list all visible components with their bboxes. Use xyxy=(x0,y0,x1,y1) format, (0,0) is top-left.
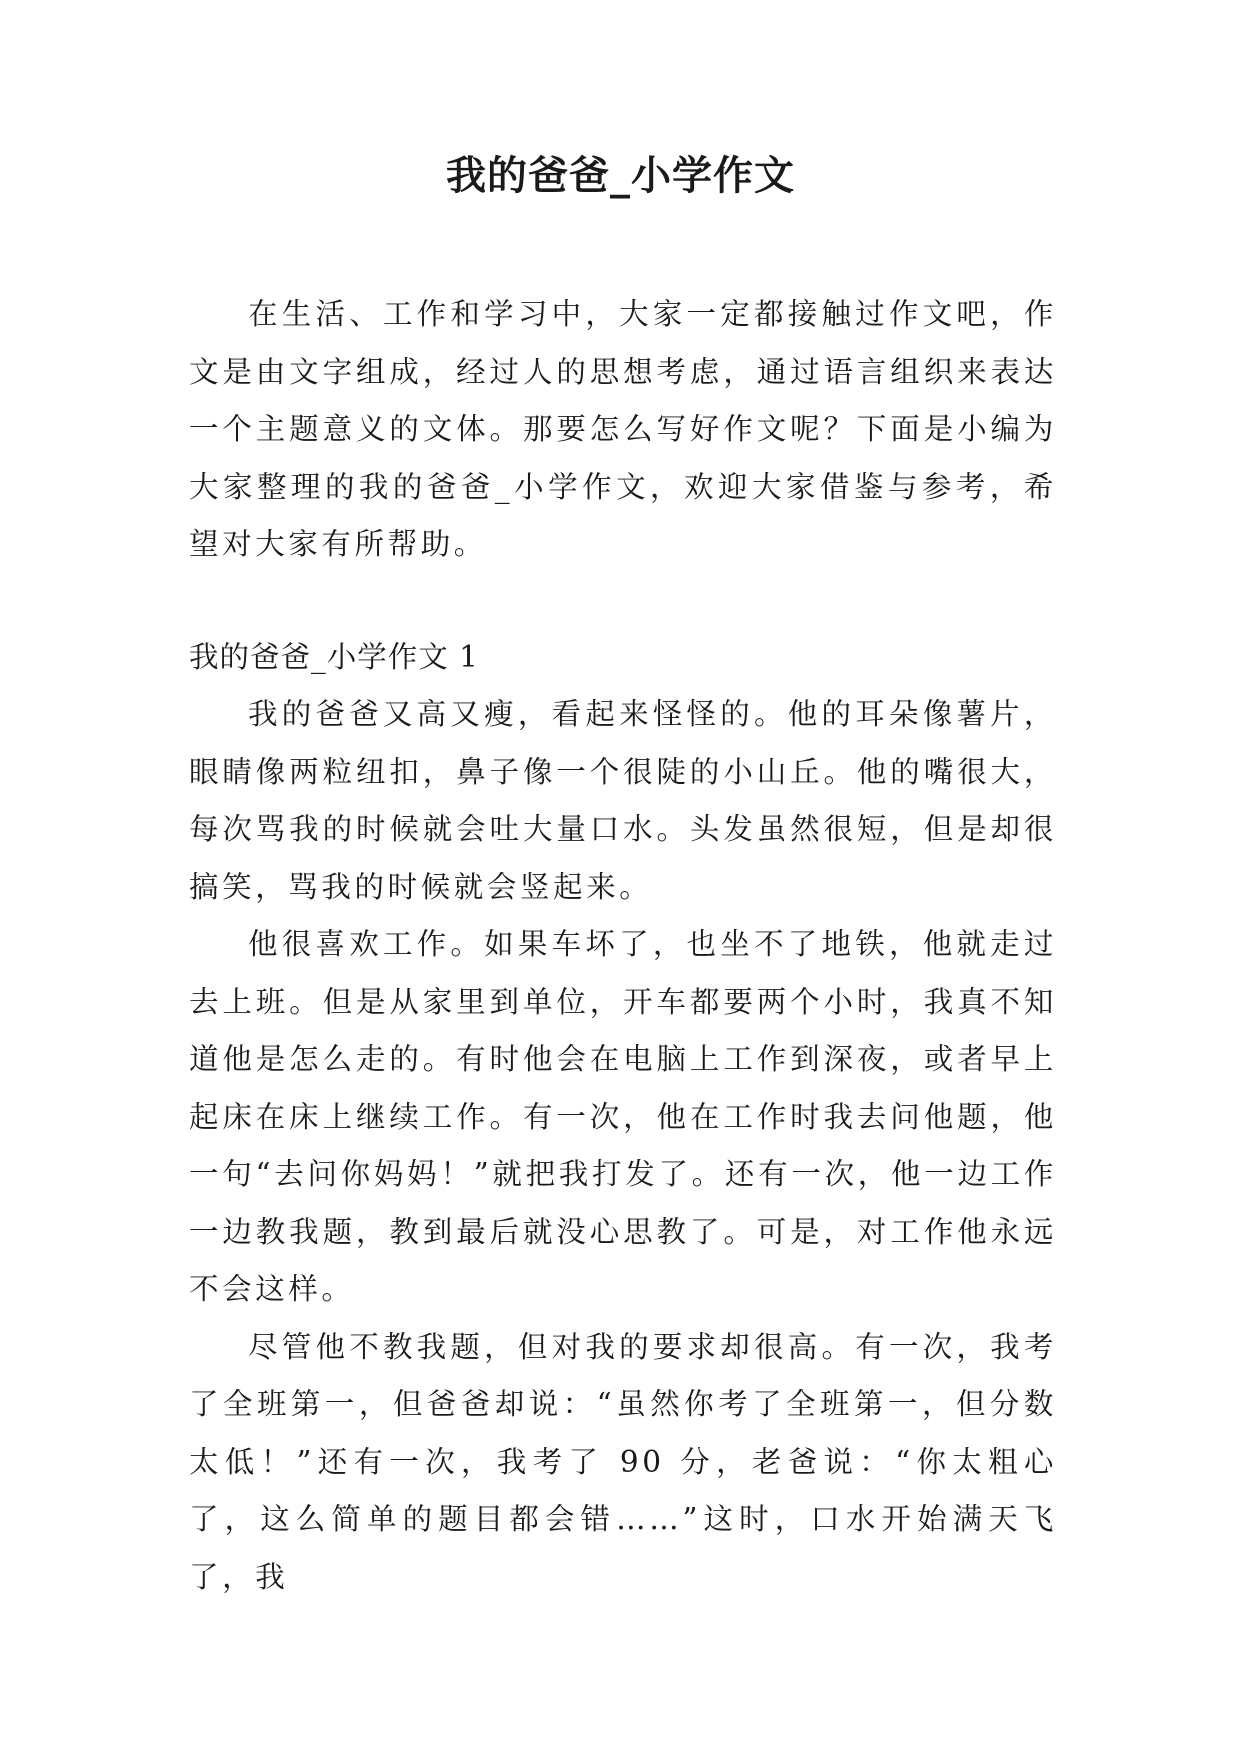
document-body xyxy=(189,286,1057,1606)
section-heading: 我的爸爸_小学作文 1 xyxy=(189,639,479,674)
intro-paragraph: 在生活、工作和学习中，大家一定都接触过作文吧，作文是由文字组成，经过人的思想考虑，通过语言组织来表达一个主题意义的文体。那要怎么写好作文呢？下面是小编为大家整理的我的爸爸_小学作文，欢迎大家借鉴与参考，希望对大家有所帮助。 xyxy=(189,297,1057,561)
body-paragraph: 我的爸爸又高又瘦，看起来怪怪的。他的耳朵像薯片，眼睛像两粒纽扣，鼻子像一个很陡的小山丘。他的嘴很大，每次骂我的时候就会吐大量口水。头发虽然很短，但是却很搞笑，骂我的时候就会竖起来。 xyxy=(189,697,1057,904)
body-paragraph: 尽管他不教我题，但对我的要求却很高。有一次，我考了全班第一，但爸爸却说：“虽然你考了全班第一，但分数太低！”还有一次，我考了 90 分，老爸说：“你太粗心了，这么简单的题目都会错……”这时，口水开始满天飞了，我 xyxy=(189,1329,1057,1594)
document-title: 我的爸爸_小学作文 xyxy=(446,152,795,199)
body-paragraph: 他很喜欢工作。如果车坏了，也坐不了地铁，他就走过去上班。但是从家里到单位，开车都要两个小时，我真不知道他是怎么走的。有时他会在电脑上工作到深夜，或者早上起床在床上继续工作。有一次，他在工作时我去问他题，他一句“去问你妈妈！”就把我打发了。还有一次，他一边工作一边教我题，教到最后就没心思教了。可是，对工作他永远不会这样。 xyxy=(189,927,1057,1306)
